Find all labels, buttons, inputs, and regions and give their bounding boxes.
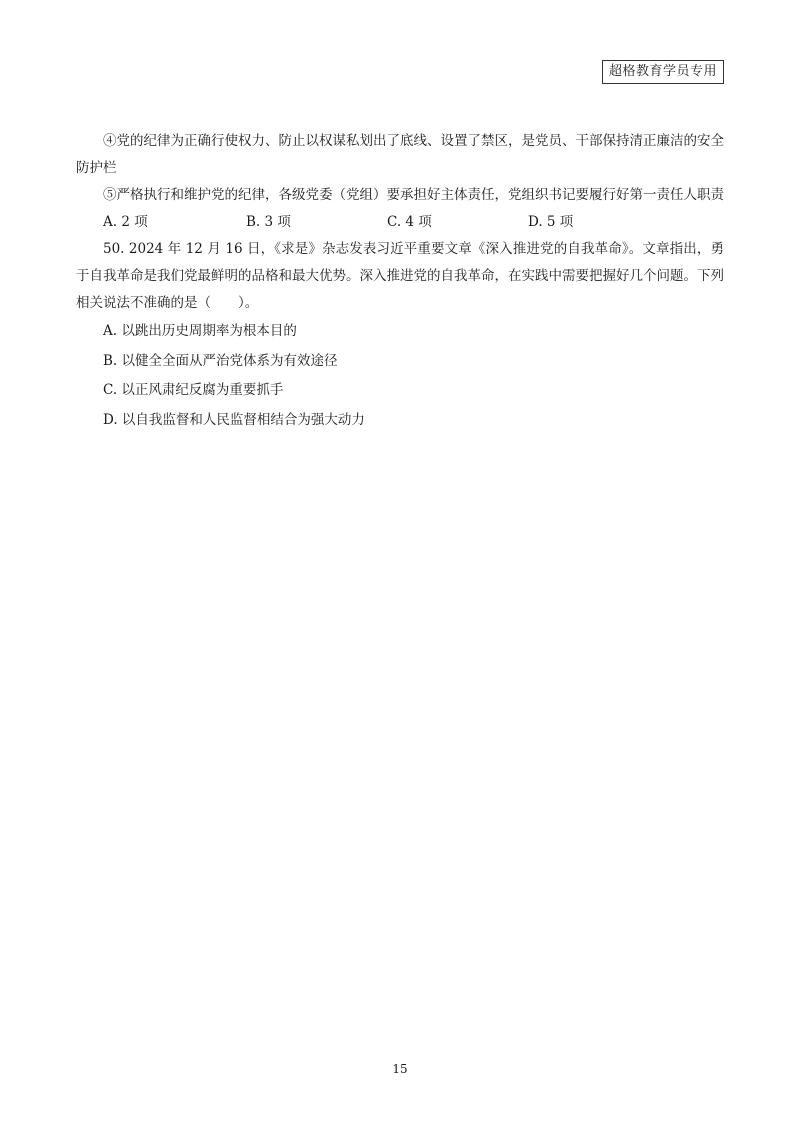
option-a: A. 以跳出历史周期率为根本目的 xyxy=(103,323,297,339)
option-b: B. 以健全全面从严治党体系为有效途径 xyxy=(103,352,338,369)
statement-5: ⑤严格执行和维护党的纪律，各级党委（党组）要承担好主体责任，党组织书记要履行好第一责任人职责 xyxy=(103,187,724,203)
watermark-label: 超格教育学员专用 xyxy=(602,60,724,84)
page-content xyxy=(76,128,724,435)
choice-b: B. 3 项 xyxy=(246,214,291,230)
option-d: D. 以自我监督和人民监督相结合为强大动力 xyxy=(103,411,365,428)
statement-4: ④党的纪律为正确行使权力、防止以权谋私划出了底线、设置了禁区，是党员、干部保持清正廉洁的安全防护栏 xyxy=(76,133,724,176)
question-50-stem: 50. 2024 年 12 月 16 日，《求是》杂志发表习近平重要文章《深入推进党的自我革命》。文章指出，勇于自我革命是我们党最鲜明的品格和最大优势。深入推进党的自我革命，在实践中需要把握好几个问题。下列相关说法不准确的是（ ）。 xyxy=(76,241,724,311)
choice-c: C. 4 项 xyxy=(387,214,432,230)
answer-choices xyxy=(76,209,724,236)
choice-d: D. 5 项 xyxy=(528,214,574,230)
choice-a: A. 2 项 xyxy=(103,214,148,230)
option-c: C. 以正风肃纪反腐为重要抓手 xyxy=(103,382,284,398)
page-number: 15 xyxy=(392,1062,408,1076)
